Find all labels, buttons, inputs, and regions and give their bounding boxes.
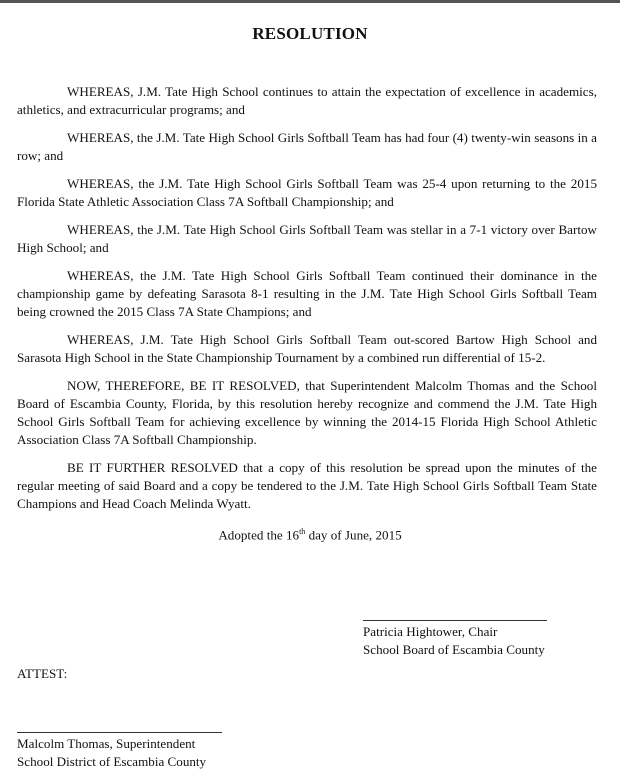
attest-label: ATTEST: [17,666,68,681]
superintendent-name: Malcolm Thomas, Superintendent [17,736,196,751]
paragraph: WHEREAS, the J.M. Tate High School Girls Softball Team was 25-4 upon returning to the 2015 Florida State Athletic Association Class 7A Softball Championship; and [17,176,597,209]
paragraph: WHEREAS, J.M. Tate High School Girls Softball Team out-scored Bartow High School and Sarasota High School in the State Championship Tournament by a combined run differential of 15-2. [17,332,597,365]
adopted-date [0,527,620,543]
chair-org: School Board of Escambia County [363,642,545,657]
paragraph: NOW, THEREFORE, BE IT RESOLVED, that Superintendent Malcolm Thomas and the School Board of Escambia County, Florida, by this resolution hereby recognize and commend the J.M. Tate High School Girls Softball Team for achieving excellence by winning the 2014-15 Florida High School Athletic Association Class 7A Softball Championship. [17,378,597,447]
document-title: RESOLUTION [252,24,368,43]
chair-signature-line [363,620,547,621]
paragraph: BE IT FURTHER RESOLVED that a copy of this resolution be spread upon the minutes of the regular meeting of said Board and a copy be tendered to the J.M. Tate High School Girls Softball Team State Champions and Head Coach Melinda Wyatt. [17,460,597,511]
adopted-ordinal: th [299,527,306,536]
superintendent-signature-block [17,735,206,771]
paragraph: WHEREAS, J.M. Tate High School continues to attain the expectation of excellence in academics, athletics, and extracurricular programs; and [17,84,597,117]
paragraph: WHEREAS, the J.M. Tate High School Girls Softball Team continued their dominance in the championship game by defeating Sarasota 8-1 resulting in the J.M. Tate High School Girls Softball Team being crowned the 2015 Class 7A State Champions; and [17,268,597,319]
adopted-suffix: day of June, 2015 [305,527,402,543]
superintendent-org: School District of Escambia County [17,754,207,769]
superintendent-signature-line [17,732,222,733]
chair-name: Patricia Hightower, Chair [363,624,498,639]
resolution-body [17,83,597,523]
paragraph: WHEREAS, the J.M. Tate High School Girls Softball Team was stellar in a 7-1 victory over Bartow High School; and [17,222,597,255]
top-border [0,0,620,3]
adopted-prefix: Adopted the 16 [218,527,300,543]
chair-signature-block [363,623,545,659]
paragraph: WHEREAS, the J.M. Tate High School Girls Softball Team has had four (4) twenty-win seasons in a row; and [17,130,597,163]
